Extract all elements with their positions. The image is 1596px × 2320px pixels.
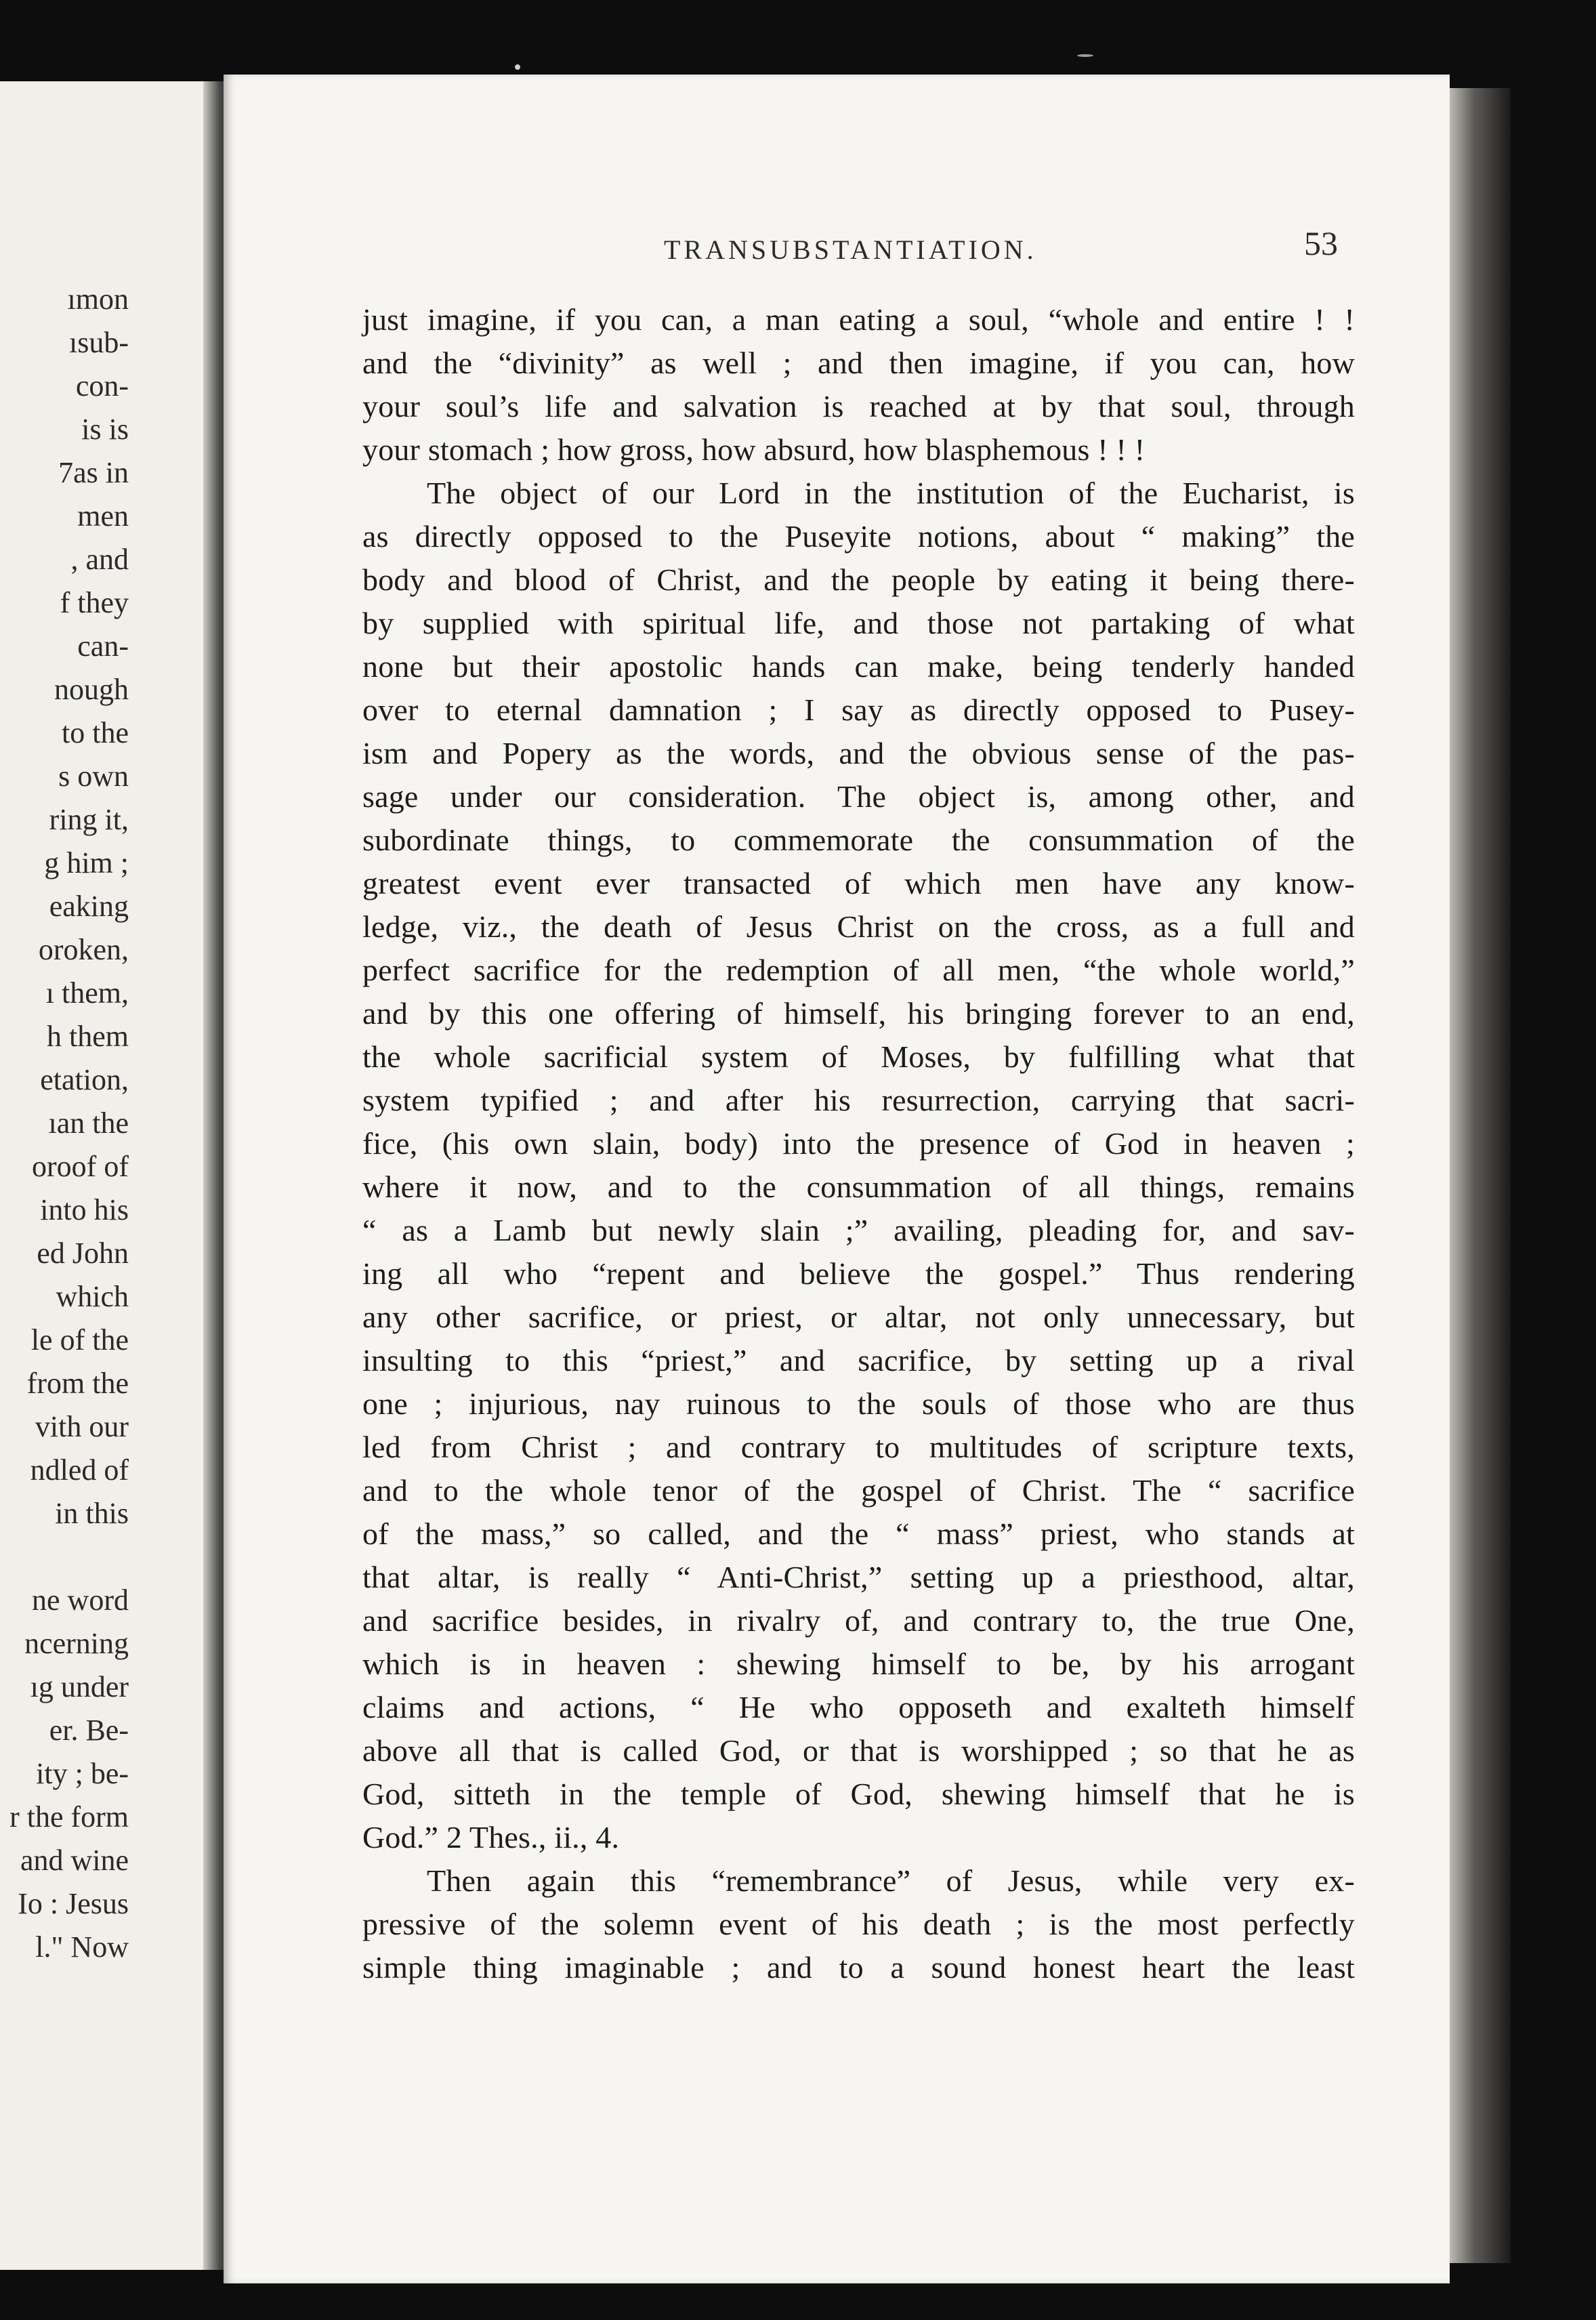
page-edge: [1450, 88, 1511, 2263]
text-line: Then again this “remembrance” of Jesus, while very ex-: [427, 1863, 1355, 1898]
left-page-line: ndled of: [30, 1453, 129, 1487]
left-page-line: ımon: [67, 283, 129, 316]
text-line: and to the whole tenor of the gospel of Christ. The “ sacrifice: [362, 1473, 1355, 1508]
left-page-line: h them: [47, 1020, 129, 1053]
text-line: over to eternal damnation ; I say as directly opposed to Pusey-: [362, 692, 1355, 727]
text-line: of the mass,” so called, and the “ mass” priest, who stands at: [362, 1516, 1355, 1551]
body-text: [362, 298, 1355, 1989]
text-line: your stomach ; how gross, how absurd, how blasphemous ! ! !: [362, 432, 1146, 467]
text-line: God, sitteth in the temple of God, shewing himself that he is: [362, 1777, 1355, 1811]
left-page-line: and wine: [20, 1844, 129, 1877]
left-page-line: , and: [70, 543, 129, 576]
text-line: simple thing imaginable ; and to a sound honest heart the least: [362, 1950, 1355, 1985]
text-line: The object of our Lord in the institution of the Eucharist, is: [427, 476, 1355, 510]
left-page-line: oroof of: [32, 1150, 129, 1183]
left-page-line: con-: [75, 369, 129, 402]
left-page-line: ed John: [37, 1237, 129, 1270]
text-line: greatest event ever transacted of which men have any know-: [362, 866, 1355, 900]
text-line: your soul’s life and salvation is reached at by that soul, through: [362, 389, 1355, 423]
text-line: any other sacrifice, or priest, or altar, not only unnecessary, but: [362, 1300, 1355, 1334]
text-line: ing all who “repent and believe the gospel.” Thus rendering: [362, 1256, 1355, 1291]
left-page-line: ne word: [32, 1583, 129, 1617]
text-line: perfect sacrifice for the redemption of all men, “the whole world,”: [362, 953, 1355, 987]
left-page-line: ncerning: [24, 1627, 129, 1660]
text-line: claims and actions, “ He who opposeth and exalteth himself: [362, 1690, 1355, 1724]
text-line: above all that is called God, or that is worshipped ; so that he as: [362, 1733, 1355, 1768]
text-line: God.” 2 Thes., ii., 4.: [362, 1820, 620, 1855]
left-page-line: which: [56, 1280, 129, 1313]
left-page-line: s own: [58, 760, 129, 793]
left-page-text: [0, 278, 224, 1969]
text-line: “ as a Lamb but newly slain ;” availing, pleading for, and sav-: [362, 1213, 1355, 1247]
text-line: by supplied with spiritual life, and those not partaking of what: [362, 606, 1355, 640]
left-page-line: vith our: [35, 1410, 129, 1443]
dust-speck: [1077, 54, 1093, 57]
text-line: as directly opposed to the Puseyite notions, about “ making” the: [362, 519, 1355, 554]
text-line: and by this one offering of himself, his bringing forever to an end,: [362, 996, 1355, 1031]
left-page-line: er. Be-: [49, 1714, 129, 1747]
text-line: just imagine, if you can, a man eating a soul, “whole and entire ! !: [362, 302, 1355, 337]
left-page-line: 7as in: [58, 456, 129, 489]
left-page-line: can-: [77, 629, 129, 663]
text-line: none but their apostolic hands can make, being tenderly handed: [362, 649, 1355, 684]
text-line: body and blood of Christ, and the people by eating it being there-: [362, 562, 1355, 597]
text-line: sage under our consideration. The object is, among other, and: [362, 779, 1355, 814]
left-page-line: ıg under: [30, 1670, 129, 1703]
text-line: the whole sacrificial system of Moses, by fulfilling what that: [362, 1039, 1355, 1074]
text-line: one ; injurious, nay ruinous to the souls of those who are thus: [362, 1386, 1355, 1421]
left-page-line: ring it,: [49, 803, 129, 836]
dust-speck: [515, 64, 520, 70]
left-page-line: is is: [81, 413, 129, 446]
left-page-line: r the form: [9, 1800, 129, 1834]
text-line: where it now, and to the consummation of all things, remains: [362, 1169, 1355, 1204]
left-page-line: l." Now: [35, 1930, 129, 1964]
left-page-line: g him ;: [44, 846, 129, 879]
left-page-line: ı them,: [45, 976, 129, 1010]
left-page-line: men: [77, 499, 129, 533]
left-page: [0, 81, 224, 2270]
left-page-line: ısub-: [69, 326, 129, 359]
left-page-line: ity ; be-: [36, 1757, 129, 1790]
text-line: led from Christ ; and contrary to multitudes of scripture texts,: [362, 1430, 1355, 1464]
left-page-line: oroken,: [38, 933, 129, 966]
text-line: system typified ; and after his resurrection, carrying that sacri-: [362, 1083, 1355, 1117]
left-page-line: into his: [40, 1193, 129, 1226]
text-line: that altar, is really “ Anti-Christ,” setting up a priesthood, altar,: [362, 1560, 1355, 1594]
text-line: which is in heaven : shewing himself to be, by his arrogant: [362, 1646, 1355, 1681]
text-line: insulting to this “priest,” and sacrifice, by setting up a rival: [362, 1343, 1355, 1378]
text-line: subordinate things, to commemorate the consummation of the: [362, 823, 1355, 857]
text-line: and the “divinity” as well ; and then imagine, if you can, how: [362, 346, 1355, 380]
text-line: ism and Popery as the words, and the obvious sense of the pas-: [362, 736, 1355, 770]
left-page-line: ıan the: [48, 1106, 129, 1140]
left-page-line: le of the: [30, 1323, 129, 1356]
text-line: ledge, viz., the death of Jesus Christ on the cross, as a full and: [362, 909, 1355, 944]
left-page-line: in this: [55, 1497, 129, 1530]
left-page-line: to the: [62, 716, 129, 749]
text-line: fice, (his own slain, body) into the presence of God in heaven ;: [362, 1126, 1355, 1161]
left-page-line: etation,: [40, 1063, 129, 1096]
left-page-line: Io : Jesus: [18, 1887, 129, 1920]
text-line: pressive of the solemn event of his death ; is the most perfectly: [362, 1907, 1355, 1941]
left-page-line: eaking: [49, 890, 129, 923]
left-page-line: from the: [26, 1367, 129, 1400]
text-line: and sacrifice besides, in rivalry of, and contrary to, the true One,: [362, 1603, 1355, 1638]
page-number: 53: [1304, 224, 1338, 262]
running-head: TRANSUBSTANTIATION.: [664, 234, 1037, 265]
left-page-line: nough: [54, 673, 129, 706]
left-page-line: f they: [60, 586, 129, 619]
